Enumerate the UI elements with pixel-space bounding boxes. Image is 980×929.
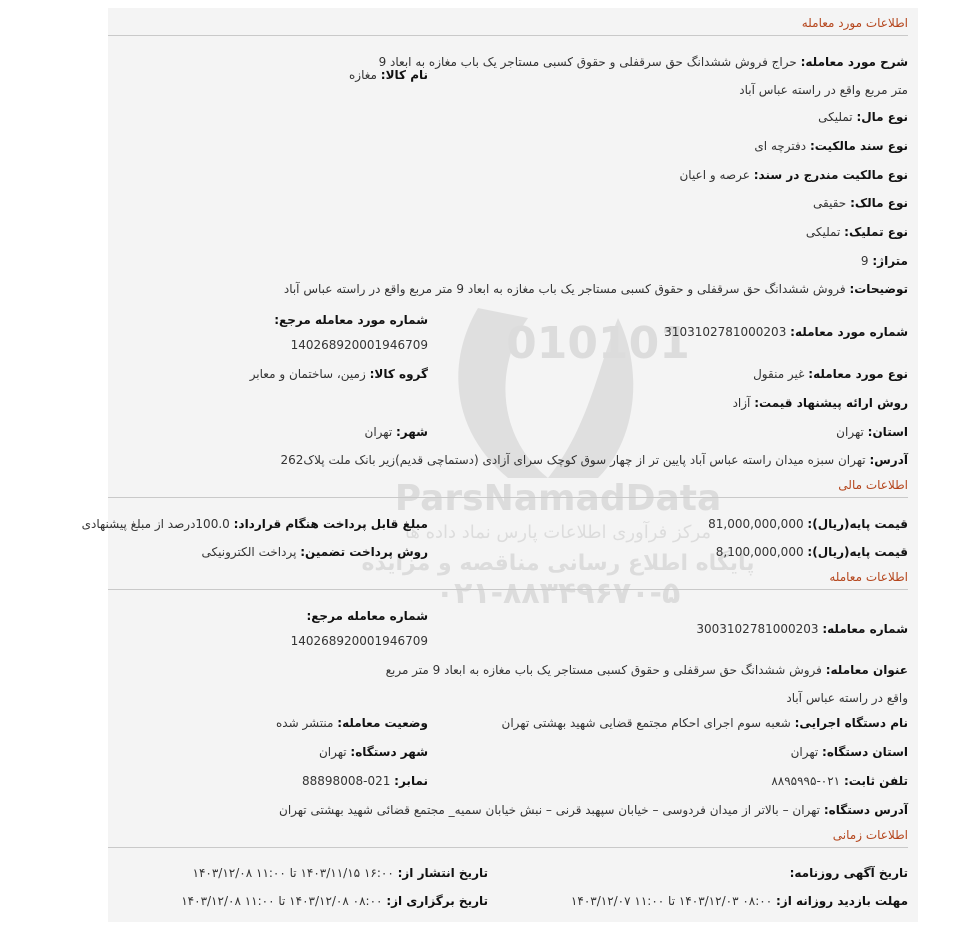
goods-group-value: زمین، ساختمان و معابر [249,367,366,381]
notes-row [284,280,908,298]
agency-province-row [791,743,908,761]
base-price-row [708,515,908,533]
ref-number-value: 140268920001946709 [290,338,428,352]
visit-row [571,892,908,910]
city-row [365,423,428,441]
city-value: تهران [364,425,393,439]
goods-name-label: نام کالا: [380,68,428,82]
status-value: منتشر شده [275,716,334,730]
ownership-type-value: عرصه و اعیان [679,168,750,182]
item-type-label: نوع مورد معامله: [808,367,908,381]
publish-date-row [193,864,488,882]
fax-row [302,772,428,790]
property-type-label: نوع مال: [856,110,908,124]
deposit-label: قیمت پایه(ریال): [807,545,908,559]
transaction-ref-value-row [291,632,428,650]
deal-description-label: شرح مورد معامله: [800,55,908,69]
section-header-financial: اطلاعات مالی [108,472,908,498]
area-value: 9 [860,254,869,268]
deal-number-row [664,323,908,341]
property-type-value: تملیکی [818,110,853,124]
address-label: آدرس: [869,453,908,467]
goods-group-label: گروه کالا: [369,367,428,381]
confiscation-type-value: تملیکی [805,225,841,239]
transaction-number-row [696,620,908,638]
phone-row [771,772,908,790]
section-header-transaction: اطلاعات معامله [108,564,908,590]
agency-label: نام دستگاه اجرایی: [794,716,908,730]
visit-label: مهلت بازدید روزانه از: [776,894,908,908]
transaction-title-label: عنوان معامله: [825,663,908,677]
city-label: شهر: [396,425,428,439]
agency-province-label: استان دستگاه: [822,745,908,759]
offer-method-label: روش ارائه پیشنهاد قیمت: [754,396,908,410]
watermark-digits: 010101 [506,318,690,369]
transaction-title-value: فروش ششدانگ حق سرقفلی و حقوق کسبی مستاجر یک باب مغازه به ابعاد 9 متر مربع واقع در راسته عباس آباد [385,663,908,705]
holding-date-label: تاریخ برگزاری از: [386,894,488,908]
payable-label: مبلغ قابل پرداخت هنگام قرارداد: [233,517,428,531]
agency-address-value: تهران – بالاتر از میدان فردوسی – خیابان سپهبد قرنی – نبش خیابان سمیه_ مجتمع قضائی شهید بهشتی تهران [279,803,821,817]
agency-row [502,714,908,732]
status-label: وضعیت معامله: [337,716,428,730]
holding-date-row [181,892,488,910]
goods-name-value: مغازه [349,68,377,82]
ownership-type-label: نوع مالکیت مندرج در سند: [753,168,908,182]
agency-address-label: آدرس دستگاه: [823,803,908,817]
phone-label: تلفن ثابت: [843,774,908,788]
transaction-ref-number-label: شماره معامله مرجع: [306,609,428,623]
deal-number-value: 3103102781000203 [664,325,787,339]
publish-date-label: تاریخ انتشار از: [397,866,488,880]
agency-address-row [279,801,908,819]
offer-method-row [733,394,908,412]
deposit-row [716,543,908,561]
fax-label: نمابر: [394,774,428,788]
notes-label: توضیحات: [849,282,908,296]
address-row [281,451,909,469]
guarantee-method-label: روش پرداخت تضمین: [300,545,428,559]
province-value: تهران [836,425,864,439]
offer-method-value: آزاد [732,396,751,410]
watermark-brand: ParsNamadData [394,478,722,519]
ownership-type-row [679,166,908,184]
transaction-ref-label-row [306,607,428,625]
agency-value: شعبه سوم اجرای احکام مجتمع قضایی شهید بهشتی تهران [501,716,791,730]
owner-type-label: نوع مالک: [850,196,908,210]
province-label: استان: [867,425,908,439]
deed-type-label: نوع سند مالکیت: [809,139,908,153]
visit-value: ۰۸:۰۰ ۱۴۰۳/۱۲/۰۳ تا ۱۱:۰۰ ۱۴۰۳/۱۲/۰۷ [570,894,773,908]
payable-row [82,515,428,533]
newspaper-date-row [790,864,908,882]
property-type-row [818,108,908,126]
watermark-line1: مرکز فرآوری اطلاعات پارس نماد داده ها [404,522,712,543]
goods-name-row [349,66,428,84]
watermark-line2: پایگاه اطلاع رسانی مناقصه و مزایده [361,551,755,576]
base-price-label: قیمت پایه(ریال): [807,517,908,531]
watermark-phone: ۰۲۱-۸۸۳۴۹۶۷۰-۵ [435,576,681,611]
confiscation-type-row [806,223,908,241]
auction-detail-page [81,8,918,922]
owner-type-value: حقیقی [813,196,847,210]
agency-city-value: تهران [318,745,347,759]
item-type-row [753,365,908,383]
payable-value: 100.0درصد از مبلغ پیشنهادی [81,517,230,531]
phone-value: ۰۲۱-۸۸۹۵۹۹۵ [771,774,841,788]
area-label: متراژ: [872,254,908,268]
agency-city-row [319,743,428,761]
deed-type-value: دفترچه ای [754,139,807,153]
deposit-value: 8,100,000,000 [715,545,804,559]
transaction-title-row [378,656,908,712]
status-row [276,714,428,732]
ref-number-value-row [291,336,428,354]
agency-city-label: شهر دستگاه: [350,745,428,759]
ref-number-label-row [274,311,428,329]
section-header-timing: اطلاعات زمانی [108,822,908,848]
goods-group-row [250,365,428,383]
transaction-number-label: شماره معامله: [822,622,908,636]
area-row [861,252,908,270]
owner-type-row [813,194,908,212]
item-type-value: غیر منقول [753,367,805,381]
confiscation-type-label: نوع تملیک: [844,225,908,239]
section-header-deal-info: اطلاعات مورد معامله [108,10,908,36]
agency-province-value: تهران [790,745,819,759]
province-row [836,423,908,441]
transaction-number-value: 3003102781000203 [696,622,819,636]
address-value: تهران سبزه میدان راسته عباس آباد پایین تر از چهار سوق کوچک سرای آزادی (دستماچی قدیم)زیر بانک ملت پلاک262 [280,453,866,467]
deal-description-value: حراج فروش ششدانگ حق سرقفلی و حقوق کسبی مستاجر یک باب مغازه به ابعاد 9 متر مربع واقع در راسته عباس آباد [378,55,908,97]
deal-description-row [378,48,908,104]
base-price-value: 81,000,000,000 [708,517,804,531]
guarantee-method-value: پرداخت الکترونیکی [201,545,297,559]
publish-date-value: ۱۶:۰۰ ۱۴۰۳/۱۱/۱۵ تا ۱۱:۰۰ ۱۴۰۳/۱۲/۰۸ [192,866,394,880]
transaction-ref-number-value: 140268920001946709 [290,634,428,648]
deal-number-label: شماره مورد معامله: [790,325,908,339]
newspaper-date-label: تاریخ آگهی روزنامه: [789,866,908,880]
ref-number-label: شماره مورد معامله مرجع: [274,313,428,327]
deed-type-row [754,137,908,155]
notes-value: فروش ششدانگ حق سرقفلی و حقوق کسبی مستاجر یک باب مغازه به ابعاد 9 متر مربع واقع در راسته عباس آباد [283,282,846,296]
guarantee-method-row [202,543,428,561]
fax-value: 021-88898008 [302,774,391,788]
holding-date-value: ۰۸:۰۰ ۱۴۰۳/۱۲/۰۸ تا ۱۱:۰۰ ۱۴۰۳/۱۲/۰۸ [181,894,383,908]
